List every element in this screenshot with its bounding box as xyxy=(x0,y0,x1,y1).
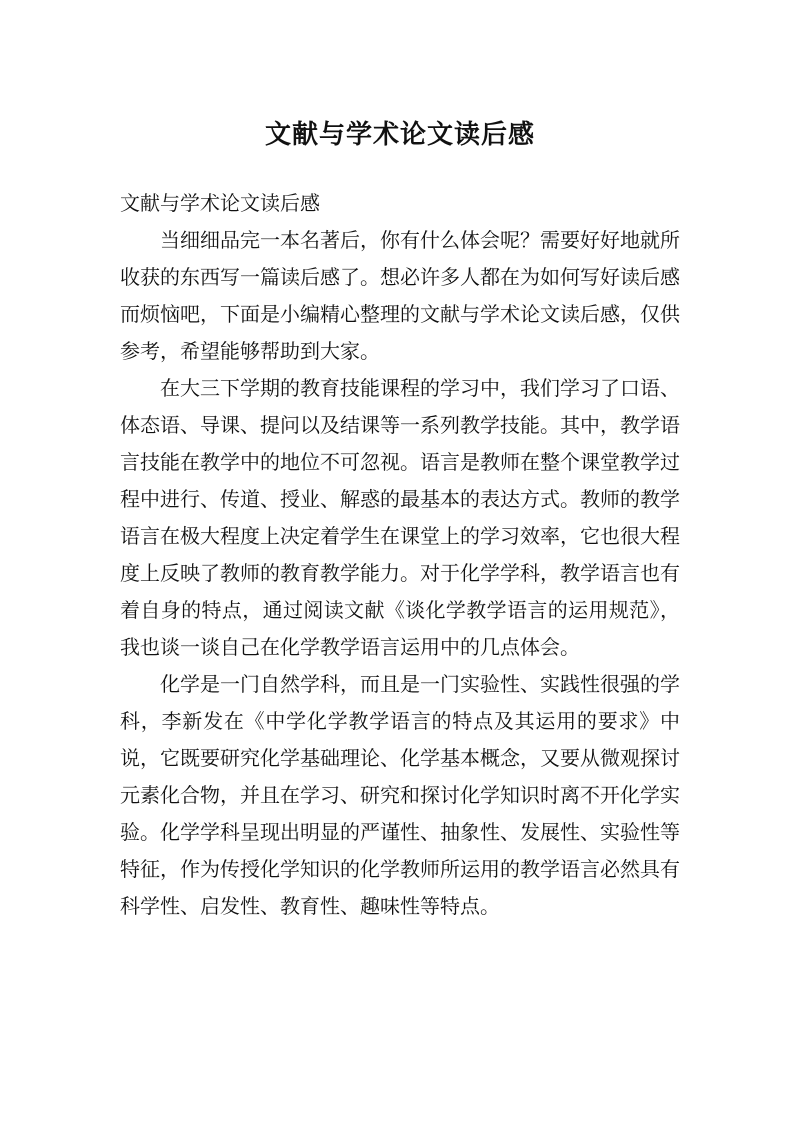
document-body xyxy=(120,185,680,925)
document-subtitle: 文献与学术论文读后感 xyxy=(120,191,320,215)
paragraph-teaching-skills: 在大三下学期的教育技能课程的学习中，我们学习了口语、体态语、导课、提问以及结课等一系列教学技能。其中，教学语言技能在教学中的地位不可忽视。语言是教师在整个课堂教学过程中进行、传道、授业、解惑的最基本的表达方式。教师的教学语言在极大程度上决定着学生在课堂上的学习效率，它也很大程度上反映了教师的教育教学能力。对于化学学科，教学语言也有着自身的特点，通过阅读文献《谈化学教学语言的运用规范》，我也谈一谈自己在化学教学语言运用中的几点体会。 xyxy=(120,376,680,659)
paragraph-chemistry-language: 化学是一门自然学科，而且是一门实验性、实践性很强的学科，李新发在《中学化学教学语言的特点及其运用的要求》中说，它既要研究化学基础理论、化学基本概念，又要从微观探讨元素化合物，并且在学习、研究和探讨化学知识时离不开化学实验。化学学科呈现出明显的严谨性、抽象性、发展性、实验性等特征，作为传授化学知识的化学教师所运用的教学语言必然具有科学性、启发性、教育性、趣味性等特点。 xyxy=(120,672,680,918)
paragraph-intro: 当细细品完一本名著后，你有什么体会呢？需要好好地就所收获的东西写一篇读后感了。想必许多人都在为如何写好读后感而烦恼吧，下面是小编精心整理的文献与学术论文读后感，仅供参考，希望能够帮助到大家。 xyxy=(120,228,680,363)
document-title: 文献与学术论文读后感 xyxy=(264,120,535,151)
